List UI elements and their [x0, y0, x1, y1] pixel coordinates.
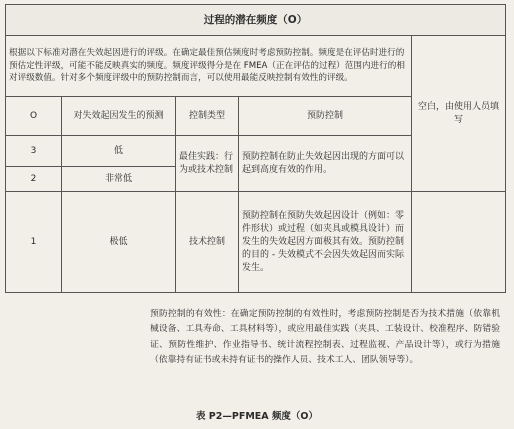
- header-prediction: 对失效起因发生的预测: [62, 97, 176, 136]
- row-prevention: 预防控制在预防失效起因设计（例如：零件形状）或过程（如夹具或模具设计）而发生的失效起因方面极其有效。预防控制的目的 - 失效模式不会因失效起因而实际发生。: [239, 192, 412, 293]
- table-row: [6, 192, 506, 293]
- effectiveness-note: 预防控制的有效性：在确定预防控制的有效性时，考虑预防控制是否为技术措施（依靠机械设备、工具寿命、工具材料等），或应用最佳实践（夹具、工装设计、校准程序、防错验证、预防性维护、作业指导书、统计流程控制表、过程监视、产品设计等），或行为措施（依靠持有证书或未持有证书的操作人员、技术工人、团队领导等）。: [150, 309, 500, 366]
- table-caption: 表 P2—PFMEA 频度（O）: [195, 411, 318, 422]
- row-control-type: 技术控制: [176, 192, 239, 293]
- row-control-type: 最佳实践：行为或技术控制: [176, 136, 239, 192]
- row-prediction: 非常低: [62, 167, 176, 192]
- row-prevention: 预防控制在防止失效起因出现的方面可以起到高度有效的作用。: [239, 136, 412, 192]
- row-o: 2: [6, 167, 62, 192]
- occurrence-table: [5, 4, 506, 293]
- row-prediction: 极低: [62, 192, 176, 293]
- table-title-row: [6, 5, 506, 36]
- header-prevention: 预防控制: [239, 97, 412, 136]
- company-example-cell: [412, 192, 506, 293]
- description-row: [6, 36, 506, 97]
- row-o: 3: [6, 136, 62, 167]
- row-prediction: 低: [62, 136, 176, 167]
- header-control-type: 控制类型: [176, 97, 239, 136]
- table-title: 过程的潜在频度（O）: [6, 5, 506, 36]
- table-description: 根据以下标准对潜在失效起因进行的评级。在确定最佳预估频度时考虑预防控制。频度是在评估时进行的预估定性评级，可能不能反映真实的频度。频度评级得分是在 FMEA（正在评估的过程）范围内进行的相对评级数值。针对多个频度评级中的预防控制而言，可以使用最能反映控制有效性的评级。: [6, 36, 412, 97]
- row-o: 1: [6, 192, 62, 293]
- header-o: O: [6, 97, 62, 136]
- fill-note: 空白，由使用人员填写: [412, 36, 506, 192]
